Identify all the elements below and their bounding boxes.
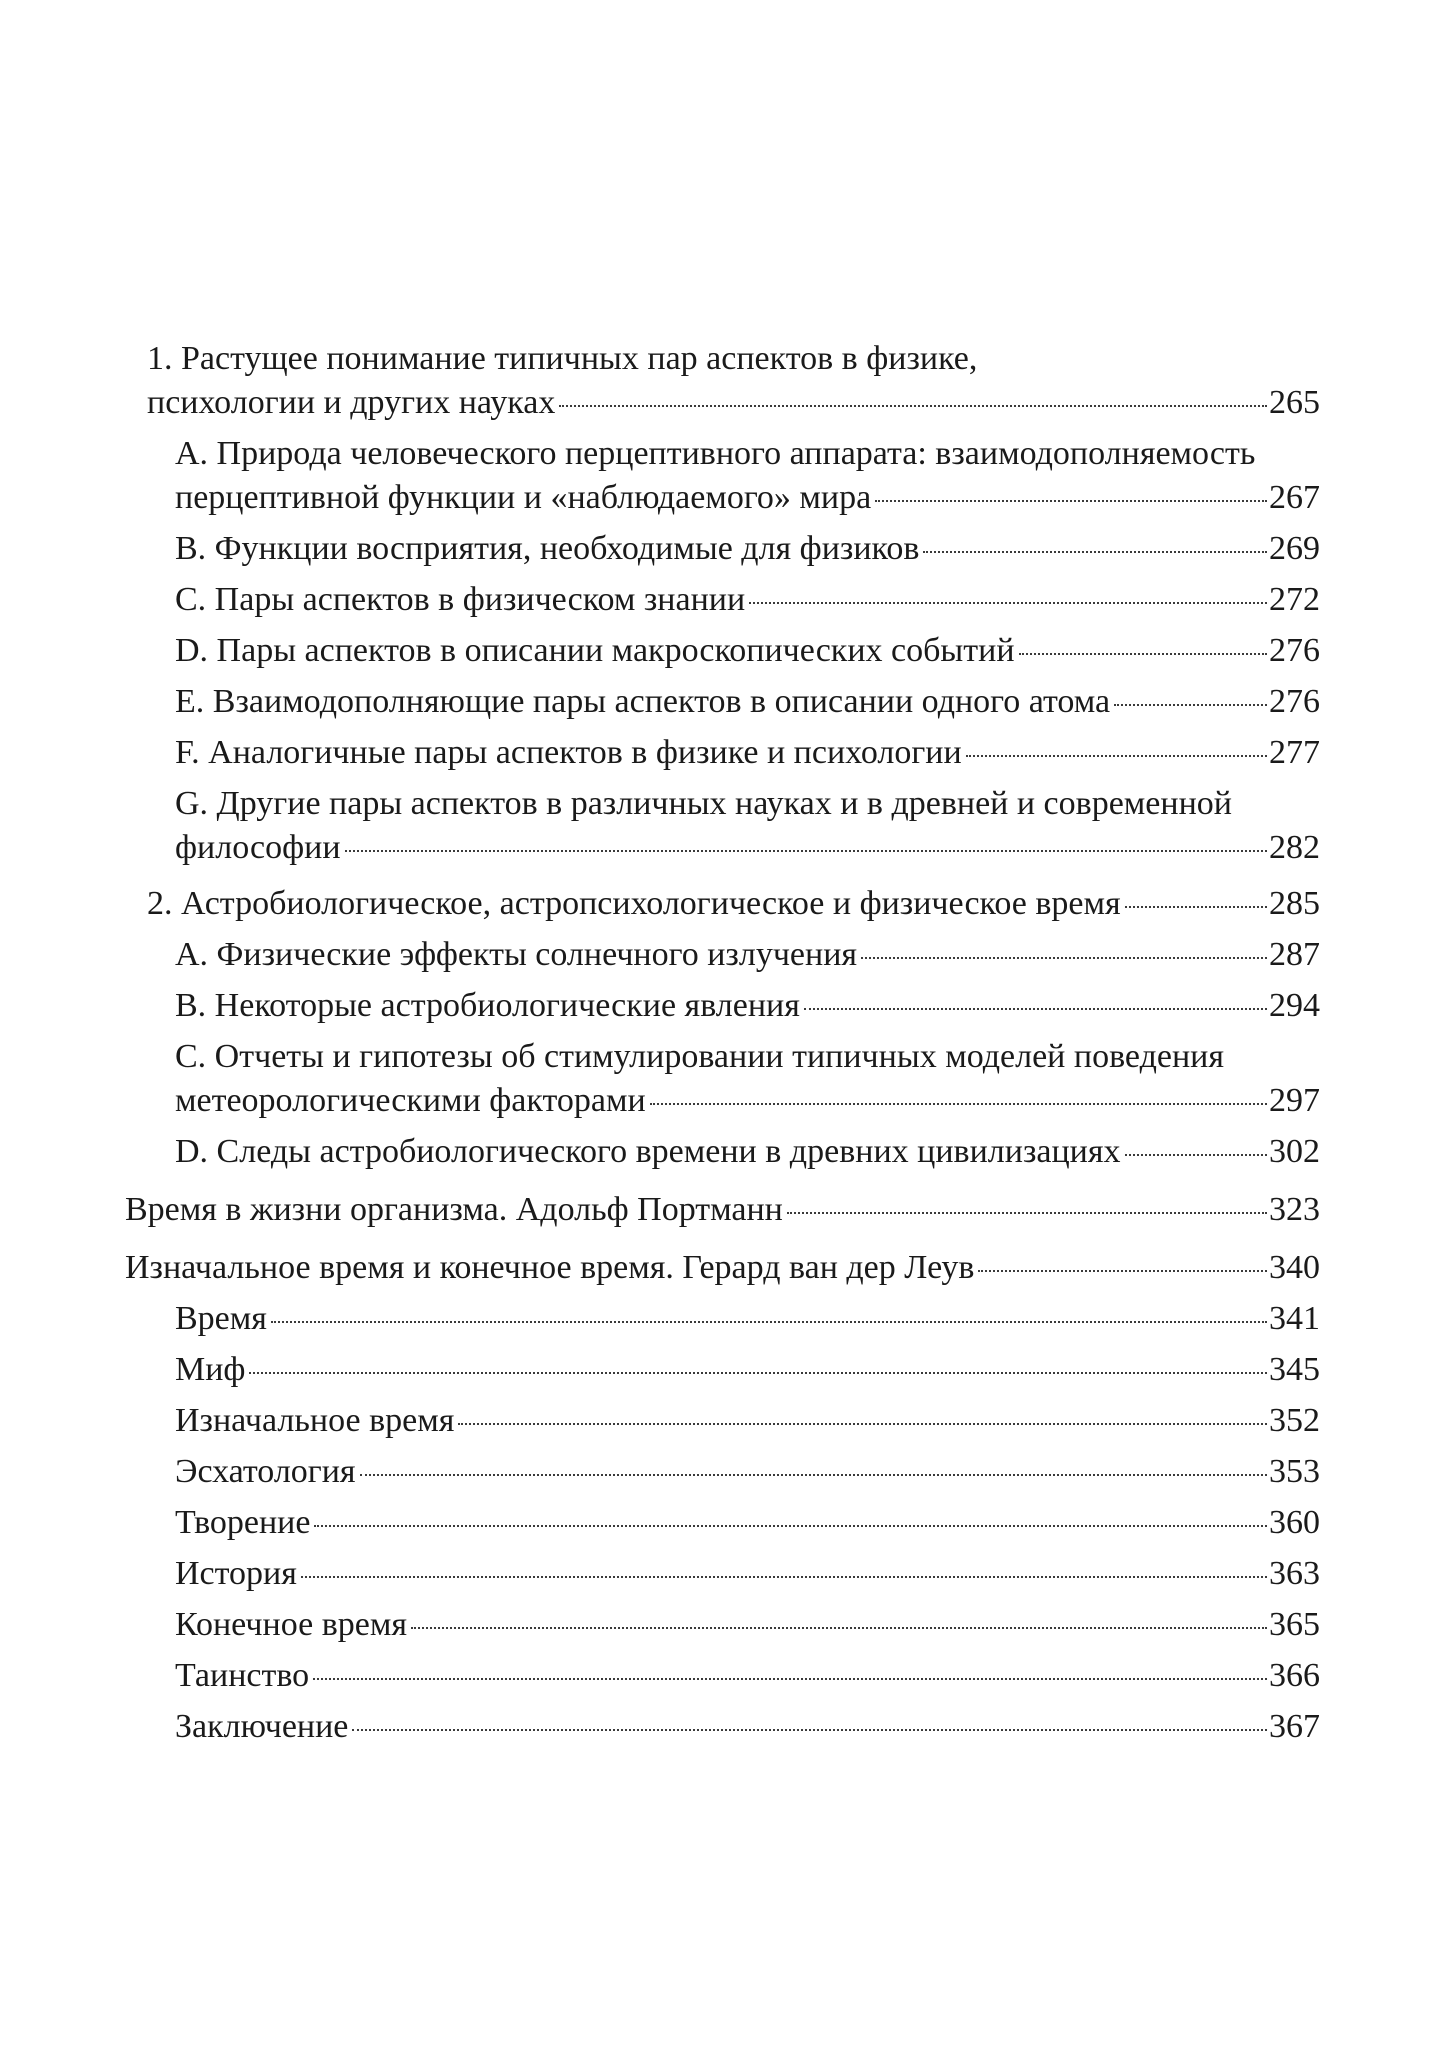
toc-page-number: 367	[1269, 1708, 1320, 1745]
toc-entry-title: Изначальное время и конечное время. Герард ван дер Леув	[125, 1249, 975, 1286]
toc-entry[interactable]	[175, 933, 1320, 977]
toc-page-number: 366	[1269, 1657, 1320, 1694]
dot-leader	[787, 1212, 1267, 1214]
toc-page-number: 276	[1269, 683, 1320, 720]
toc-entry-title: F. Аналогичные пары аспектов в физике и психологии	[175, 734, 962, 771]
dot-leader	[559, 405, 1267, 407]
dot-leader	[923, 551, 1267, 553]
toc-entry-title: D. Пары аспектов в описании макроскопических событий	[175, 632, 1015, 669]
toc-page-number: 294	[1269, 987, 1320, 1024]
toc-entry-title: A. Физические эффекты солнечного излучения	[175, 936, 858, 973]
toc-page-number: 352	[1269, 1402, 1320, 1439]
dot-leader	[271, 1321, 1267, 1323]
toc-entry[interactable]	[175, 1705, 1320, 1749]
toc-entry[interactable]	[175, 432, 1320, 520]
toc-page-number: 353	[1269, 1453, 1320, 1490]
toc-page-number: 323	[1269, 1191, 1320, 1228]
dot-leader	[1114, 704, 1267, 706]
dot-leader	[249, 1372, 1267, 1374]
toc-entry-title: B. Функции восприятия, необходимые для физиков	[175, 530, 920, 567]
toc-entry[interactable]	[175, 1035, 1320, 1123]
dot-leader	[314, 1525, 1267, 1527]
toc-entry-title: История	[175, 1555, 297, 1592]
toc-page-number: 363	[1269, 1555, 1320, 1592]
toc-entry-title: 2. Астробиологическое, астропсихологическое и физическое время	[147, 885, 1121, 922]
toc-page-number: 340	[1269, 1249, 1320, 1286]
toc-entry[interactable]	[175, 680, 1320, 724]
toc-entry[interactable]	[175, 1348, 1320, 1392]
dot-leader	[360, 1474, 1267, 1476]
toc-entry-title: Время	[175, 1300, 267, 1337]
toc-entry[interactable]	[175, 1603, 1320, 1647]
toc-entry-title: метеорологическими факторами	[175, 1082, 646, 1119]
toc-entry[interactable]	[125, 1246, 1320, 1290]
toc-page-number: 265	[1269, 384, 1320, 421]
toc-entry-title: B. Некоторые астробиологические явления	[175, 987, 800, 1024]
dot-leader	[749, 602, 1267, 604]
toc-entry-title: Эсхатология	[175, 1453, 356, 1490]
toc-entry-title: перцептивной функции и «наблюдаемого» мира	[175, 479, 872, 516]
toc-entry-title: D. Следы астробиологического времени в древних цивилизациях	[175, 1133, 1121, 1170]
toc-entry-title: Заключение	[175, 1708, 349, 1745]
dot-leader	[352, 1729, 1267, 1731]
toc-entry-title: Миф	[175, 1351, 246, 1388]
toc-page-number: 269	[1269, 530, 1320, 567]
toc-page-number: 360	[1269, 1504, 1320, 1541]
dot-leader	[861, 957, 1267, 959]
toc-page-number: 365	[1269, 1606, 1320, 1643]
toc-page-number: 285	[1269, 885, 1320, 922]
toc-entry-title: Время в жизни организма. Адольф Портманн	[125, 1191, 783, 1228]
toc-page-number: 277	[1269, 734, 1320, 771]
toc-page-number: 297	[1269, 1082, 1320, 1119]
toc-entry[interactable]	[175, 1399, 1320, 1443]
toc-entry[interactable]	[175, 1501, 1320, 1545]
toc-entry-title: 1. Растущее понимание типичных пар аспектов в физике,	[147, 340, 978, 377]
toc-page-number: 272	[1269, 581, 1320, 618]
toc-entry[interactable]	[175, 782, 1320, 870]
dot-leader	[966, 755, 1267, 757]
toc-entry[interactable]	[125, 1188, 1320, 1232]
toc-page-number: 287	[1269, 936, 1320, 973]
dot-leader	[978, 1270, 1267, 1272]
toc-page-number: 302	[1269, 1133, 1320, 1170]
dot-leader	[301, 1576, 1267, 1578]
dot-leader	[1125, 906, 1267, 908]
toc-entry[interactable]	[147, 337, 1320, 425]
toc-entry[interactable]	[147, 882, 1320, 926]
table-of-contents	[125, 337, 1320, 1749]
toc-entry-title: Творение	[175, 1504, 311, 1541]
dot-leader	[650, 1103, 1267, 1105]
toc-entry[interactable]	[175, 1130, 1320, 1174]
toc-entry-title: C. Пары аспектов в физическом знании	[175, 581, 746, 618]
toc-page-number: 276	[1269, 632, 1320, 669]
dot-leader	[1125, 1154, 1268, 1156]
toc-entry[interactable]	[175, 629, 1320, 673]
toc-entry-title: психологии и других науках	[147, 384, 556, 421]
toc-entry[interactable]	[175, 984, 1320, 1028]
dot-leader	[804, 1008, 1267, 1010]
toc-entry[interactable]	[175, 527, 1320, 571]
dot-leader	[875, 500, 1267, 502]
toc-entry-title: философии	[175, 829, 341, 866]
toc-entry[interactable]	[175, 731, 1320, 775]
dot-leader	[1019, 653, 1267, 655]
dot-leader	[458, 1423, 1267, 1425]
toc-entry-title: A. Природа человеческого перцептивного аппарата: взаимодополняемость	[175, 435, 1256, 472]
toc-entry[interactable]	[175, 1552, 1320, 1596]
dot-leader	[345, 850, 1267, 852]
toc-page-number: 341	[1269, 1300, 1320, 1337]
toc-entry-title: Таинство	[175, 1657, 310, 1694]
toc-page-number: 345	[1269, 1351, 1320, 1388]
toc-entry-title: Изначальное время	[175, 1402, 455, 1439]
dot-leader	[313, 1678, 1267, 1680]
toc-entry-title: E. Взаимодополняющие пары аспектов в описании одного атома	[175, 683, 1111, 720]
dot-leader	[411, 1627, 1267, 1629]
toc-entry[interactable]	[175, 1654, 1320, 1698]
toc-entry-title: Конечное время	[175, 1606, 408, 1643]
toc-page-number: 282	[1269, 829, 1320, 866]
toc-entry[interactable]	[175, 1450, 1320, 1494]
toc-entry[interactable]	[175, 578, 1320, 622]
toc-page-number: 267	[1269, 479, 1320, 516]
toc-entry-title: C. Отчеты и гипотезы об стимулировании типичных моделей поведения	[175, 1038, 1224, 1075]
toc-entry-title: G. Другие пары аспектов в различных науках и в древней и современной	[175, 785, 1232, 822]
toc-entry[interactable]	[175, 1297, 1320, 1341]
